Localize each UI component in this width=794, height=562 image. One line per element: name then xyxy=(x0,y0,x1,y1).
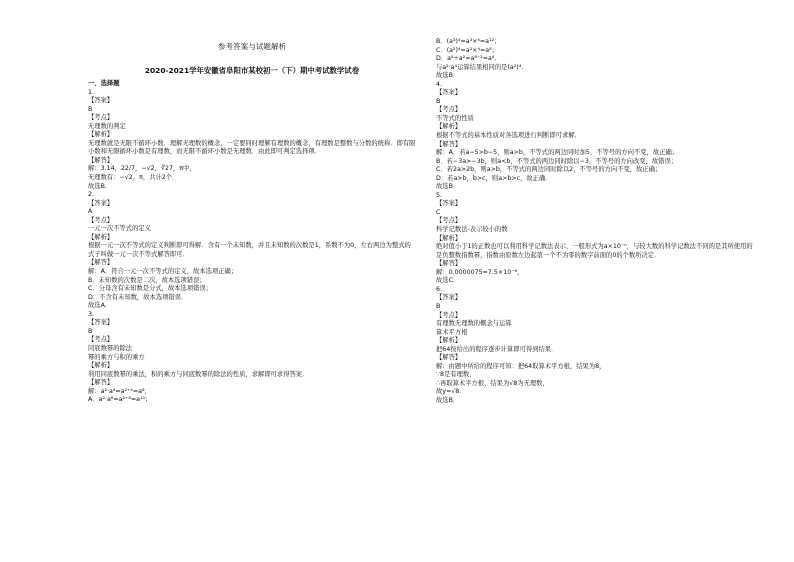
question-number: 4. xyxy=(436,80,443,88)
analysis-text: 利用同底数幂的乘法，积的乘方与同底数幂的除法的性质，求解即可求得答案． xyxy=(88,370,309,378)
analysis-text: 根据不等式的基本性质对各选项进行判断即可求解． xyxy=(436,132,581,140)
topic-text: 幂的乘方与积的乘方 xyxy=(88,353,145,361)
document-title: 参考答案与试题解析 xyxy=(217,42,287,51)
topic-heading: 【考点】 xyxy=(436,311,462,319)
topic-text: 有理数无理数的概念与运算 xyxy=(436,320,512,328)
topic-text: 一元一次不等式的定义 xyxy=(88,225,151,233)
question-number: 2. xyxy=(88,191,95,199)
solution-text: 解：0.0000075=7.5×10⁻⁶， xyxy=(436,268,524,276)
answer-value: B xyxy=(436,302,441,310)
analysis-heading: 【解析】 xyxy=(436,234,462,242)
choice-text: 故选B． xyxy=(88,182,112,190)
answer-heading: 【答案】 xyxy=(88,199,114,207)
analysis-text: 绝对值小于1的正数也可以利用科学记数法表示，一般形式为a×10⁻ⁿ，与较大数的科学记数法不同的是其所使用的是负整数指数幂，指数由原数左边起第一个不为零的数字前面的0的个数所决定． xyxy=(436,243,753,259)
topic-heading: 【考点】 xyxy=(436,217,462,225)
analysis-text: 把64按给出的程序逐步计算即可得到结果． xyxy=(436,345,558,353)
answer-heading: 【答案】 xyxy=(436,294,462,302)
topic-text: 不等式的性质 xyxy=(436,114,474,122)
left-column xyxy=(88,0,416,405)
solution-text: 解：a²·a⁴=a²⁺⁴=a⁶， xyxy=(88,387,151,395)
analysis-text: 无理数就是无限不循环小数．理解无理数的概念，一定要同时理解有理数的概念，有理数是整数与分数的统称．即有限小数和无限循环小数是有理数，而无限不循环小数是无理数．由此即可判定选择项． xyxy=(88,139,416,156)
question-number: 6. xyxy=(436,285,443,293)
solution-text: 解：3.14，22/7，−√2，∛27，π中， xyxy=(88,165,196,173)
solution-heading: 【解答】 xyxy=(436,354,462,362)
solution-text: 解：由题中所给的程序可知：把64取算术平方根，结果为8， xyxy=(436,362,606,370)
topic-heading: 【考点】 xyxy=(88,216,114,224)
answer-value: B xyxy=(88,105,93,113)
analysis-heading: 【解析】 xyxy=(88,362,114,370)
question-number: 1. xyxy=(88,88,95,96)
solution-text: D．不含有未知数，故本选项错误． xyxy=(88,293,188,301)
solution-text: A．a²·a⁸=a²⁺⁸=a¹⁰； xyxy=(88,396,152,404)
topic-text: 科学记数法-表示较小的数 xyxy=(436,226,508,234)
solution-text: 解：A．符合一元一次不等式的定义，故本选项正确； xyxy=(88,268,238,276)
solution-heading: 【解答】 xyxy=(88,379,114,387)
solution-text: D．若a>b，b>c，则a>b>c，故正确． xyxy=(436,174,552,182)
exam-title: 2020-2021学年安徽省阜阳市某校初一（下）期中考试数学试卷 xyxy=(144,66,360,75)
analysis-heading: 【解析】 xyxy=(436,123,462,131)
topic-heading: 【考点】 xyxy=(88,336,114,344)
analysis-text: 根据一元一次不等式的定义判断即可得解．含有一个未知数，并且未知数的次数是1，系数不为0，左右两边为整式的式子叫做一元一次不等式解答即可． xyxy=(88,242,411,258)
topic-text: 算术平方根 xyxy=(436,328,468,336)
question-number: 5. xyxy=(436,191,443,199)
solution-text: 无理数有：−√2，π，共计2个． xyxy=(88,174,179,182)
solution-text: 故y=√8． xyxy=(436,388,466,396)
right-column xyxy=(436,0,756,406)
solution-heading: 【解答】 xyxy=(88,259,114,267)
section-heading: 一、选择题 xyxy=(88,80,120,87)
analysis-heading: 【解析】 xyxy=(88,233,114,241)
topic-heading: 【考点】 xyxy=(88,114,114,122)
answer-heading: 【答案】 xyxy=(436,200,462,208)
answer-heading: 【答案】 xyxy=(88,319,114,327)
solution-text: C．若2a>2b，则a>b，不等式的两边同时除以2，不等号的方向不变，故正确； xyxy=(436,166,662,174)
choice-text: 故选C． xyxy=(436,277,460,285)
choice-text: 故选B． xyxy=(436,183,460,191)
solution-text: B．未知数的次数是二次，故本选项错误； xyxy=(88,276,206,284)
solution-text: 与a²·a⁴运算结果相同的是(a²)⁴． xyxy=(436,63,528,71)
solution-heading: 【解答】 xyxy=(88,156,114,164)
answer-value: A xyxy=(88,208,93,216)
solution-text: 解：A．若a−5>b−5，则a>b，不等式的两边同时加5，不等号的方向不变，故正确； xyxy=(436,149,679,157)
answer-value: B xyxy=(436,97,441,105)
solution-text: ∵8是有理数， xyxy=(436,371,476,379)
analysis-heading: 【解析】 xyxy=(88,131,114,139)
choice-text: 故选A． xyxy=(88,302,112,310)
solution-heading: 【解答】 xyxy=(436,140,462,148)
solution-text: C．分母含有未知数是分式，故本选项错误； xyxy=(88,285,213,293)
solution-text: ∴再取算术平方根，结果为√8为无理数， xyxy=(436,379,549,387)
answer-value: B xyxy=(88,327,93,335)
analysis-heading: 【解析】 xyxy=(436,337,462,345)
topic-text: 无理数的判定 xyxy=(88,122,126,130)
question-number: 3. xyxy=(88,310,95,318)
solution-text: D．a⁸÷a²=a⁸⁻²=a⁶． xyxy=(436,55,501,63)
choice-text: 故选B． xyxy=(436,396,460,404)
solution-heading: 【解答】 xyxy=(436,260,462,268)
answer-value: C xyxy=(436,208,441,216)
answer-heading: 【答案】 xyxy=(436,89,462,97)
solution-text: C．(a²)⁴=a²×⁴=a⁸； xyxy=(436,46,498,54)
choice-text: 故选B． xyxy=(436,72,460,80)
answer-heading: 【答案】 xyxy=(88,97,114,105)
topic-heading: 【考点】 xyxy=(436,106,462,114)
solution-text: B．若−3a>−3b，则a<b，不等式的两边同时除以−3，不等号的方向改变，故错误； xyxy=(436,157,678,165)
topic-text: 同底数幂的除法 xyxy=(88,344,133,352)
solution-text: B．(a³)⁴=a³×⁴=a¹²； xyxy=(436,38,501,45)
